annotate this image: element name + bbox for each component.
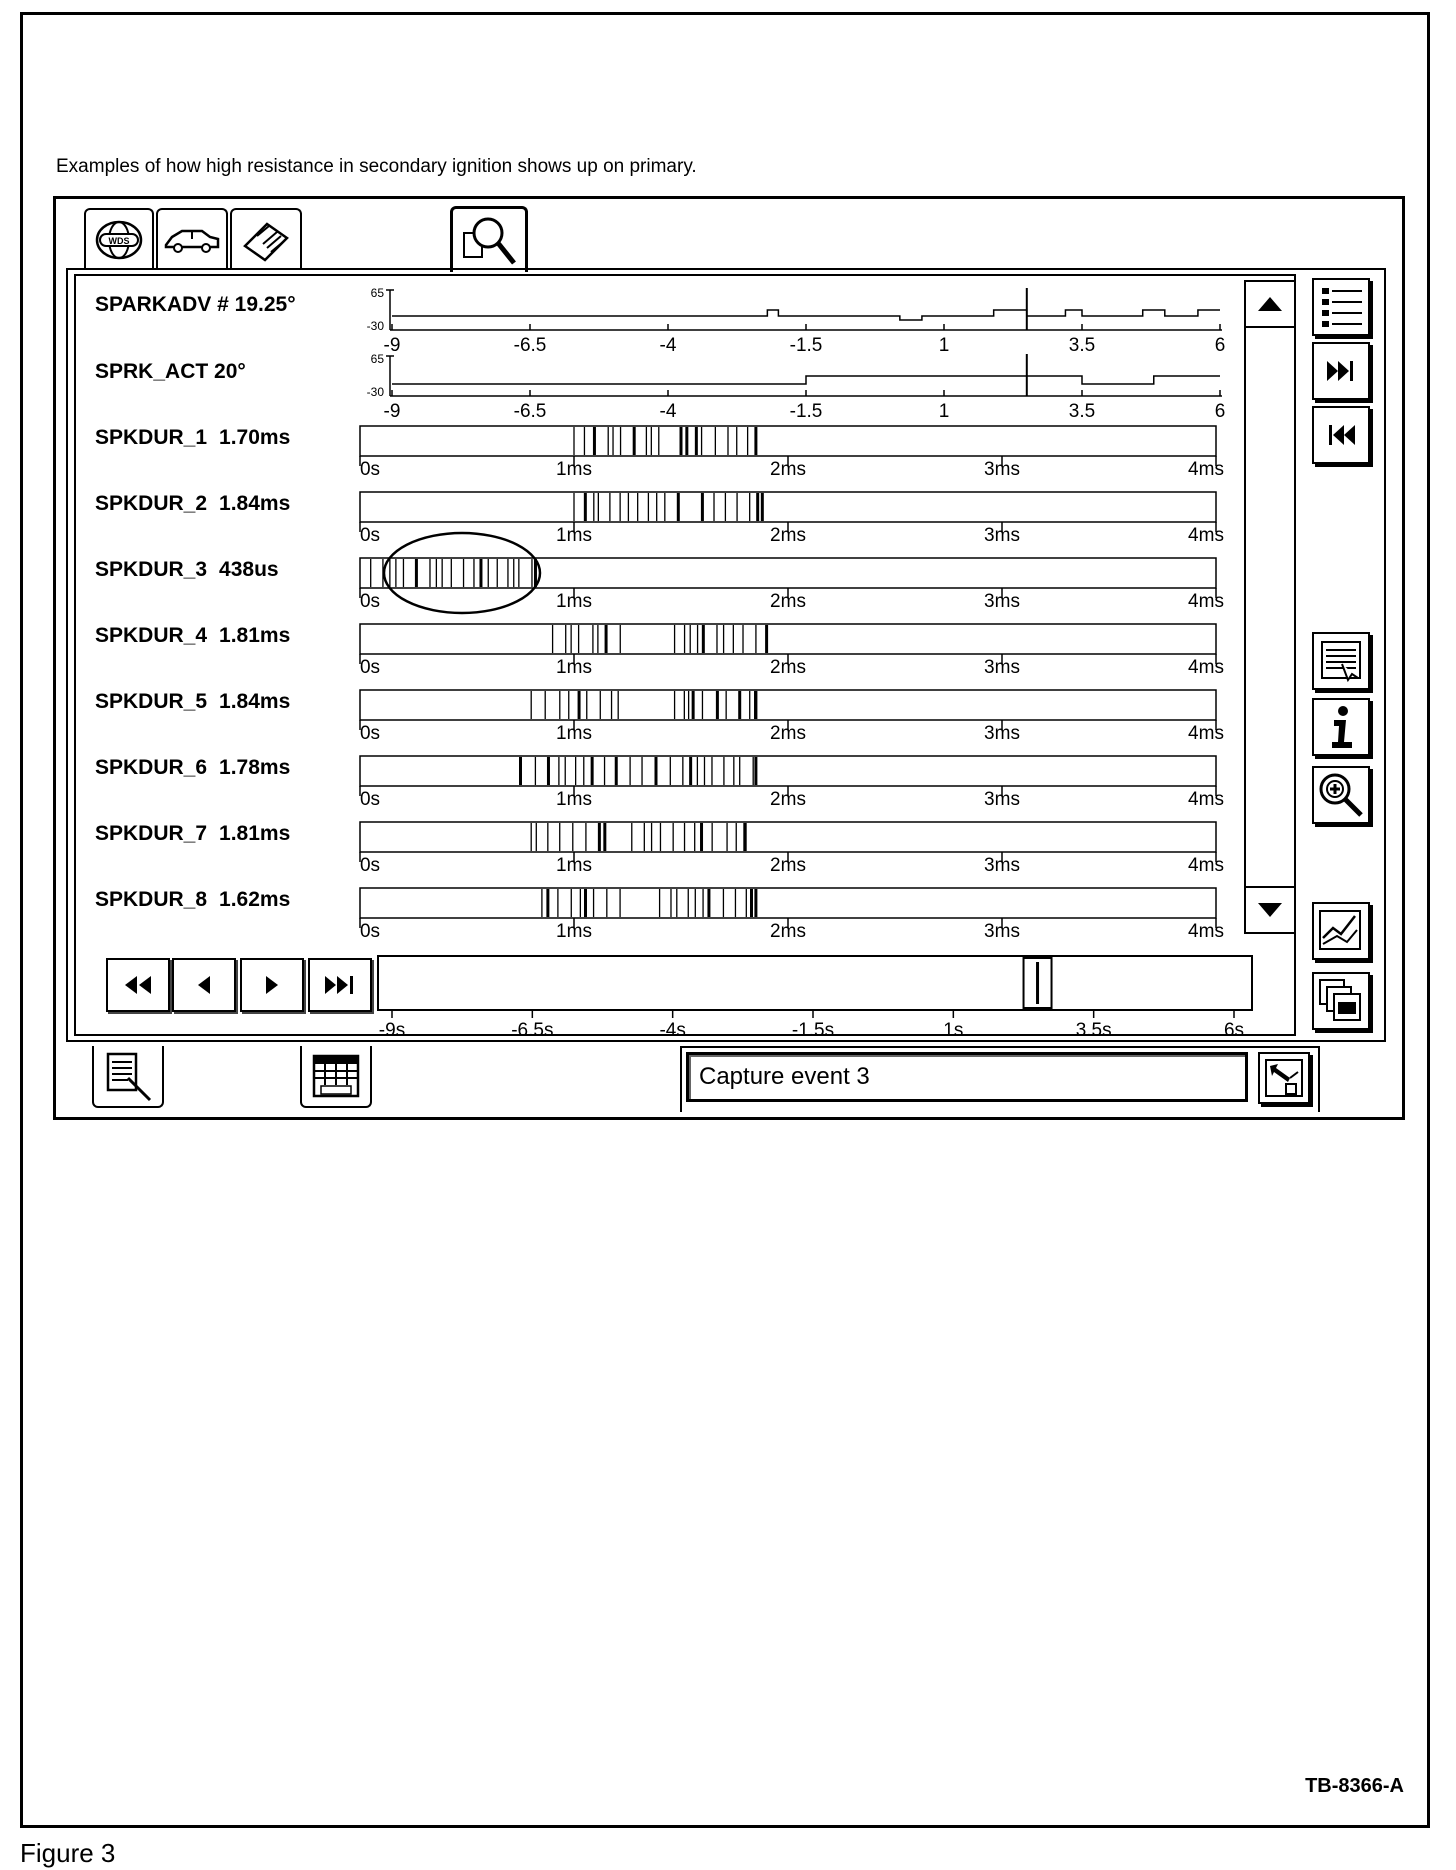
status-message: Capture event 3 <box>686 1052 1248 1102</box>
channel-label: SPKDUR_8 1.62ms <box>95 888 291 911</box>
zoom-in-button[interactable] <box>1312 766 1370 824</box>
skip-back-icon <box>1325 423 1357 447</box>
skip-to-start-button[interactable] <box>1312 406 1370 464</box>
x-tick-label: 0s <box>359 459 381 480</box>
triangle-up-icon <box>1257 296 1283 312</box>
skip-to-end-button[interactable] <box>1312 342 1370 400</box>
x-tick-label: 0s <box>359 657 381 678</box>
y-axis-max-label: 65 <box>370 352 384 366</box>
x-tick-label: 6 <box>1214 401 1226 422</box>
play-back-icon <box>194 974 214 996</box>
x-tick-label: 1ms <box>556 789 592 810</box>
x-tick-label: 1 <box>938 401 950 422</box>
document-pointer-icon <box>102 1050 154 1102</box>
x-tick-label: 1ms <box>556 921 592 942</box>
x-tick-label: 4ms <box>1188 459 1224 480</box>
x-tick-label: -1.5s <box>791 1020 835 1041</box>
x-tick-label: 3.5 <box>1068 401 1096 422</box>
x-tick-label: 3ms <box>984 657 1020 678</box>
channel-label: SPKDUR_1 1.70ms <box>95 426 291 449</box>
fast-forward-icon <box>323 974 357 996</box>
x-tick-label: 3ms <box>984 855 1020 876</box>
spkdur-strip <box>360 888 1216 918</box>
x-tick-label: -9 <box>383 401 401 422</box>
x-tick-label: 0s <box>359 525 381 546</box>
x-tick-label: -4 <box>659 401 677 422</box>
y-axis-min-label: -30 <box>366 385 384 399</box>
fast-forward-button[interactable] <box>308 958 372 1012</box>
x-tick-label: 2ms <box>770 657 806 678</box>
x-tick-label: 4ms <box>1188 789 1224 810</box>
x-tick-label: 0s <box>359 855 381 876</box>
graph-area <box>340 278 1245 1041</box>
info-icon <box>1326 704 1356 750</box>
skip-forward-icon <box>1325 359 1357 383</box>
x-tick-label: 2ms <box>770 789 806 810</box>
pid-select-button[interactable] <box>1312 632 1370 690</box>
x-tick-label: -4s <box>659 1020 686 1041</box>
channel-label: SPKDUR_7 1.81ms <box>95 822 291 845</box>
channel-label: SPKDUR_2 1.84ms <box>95 492 291 515</box>
x-tick-label: -9 <box>383 335 401 356</box>
channel-label: SPKDUR_6 1.78ms <box>95 756 291 779</box>
step-back-button[interactable] <box>172 958 236 1012</box>
toolbox-icon <box>237 216 295 264</box>
x-tick-label: 4ms <box>1188 525 1224 546</box>
x-tick-label: -6.5s <box>511 1020 554 1041</box>
channel-label: SPKDUR_4 1.81ms <box>95 624 291 647</box>
trigger-arrow-icon <box>1264 1058 1304 1098</box>
x-tick-label: 1ms <box>556 723 592 744</box>
tab-wds[interactable] <box>84 208 154 270</box>
sparkadv-trace <box>392 310 1220 320</box>
x-tick-label: 2ms <box>770 591 806 612</box>
rewind-button[interactable] <box>106 958 170 1012</box>
spkdur-strip <box>360 756 1216 786</box>
x-tick-label: 4ms <box>1188 591 1224 612</box>
x-tick-label: 1 <box>938 335 950 356</box>
signal-label-sparkadv: SPARKADV # 19.25° <box>95 293 296 316</box>
info-button[interactable] <box>1312 698 1370 756</box>
multi-window-button[interactable] <box>1312 972 1370 1030</box>
x-tick-label: 2ms <box>770 723 806 744</box>
x-tick-label: 2ms <box>770 921 806 942</box>
data-list-icon <box>1318 638 1364 684</box>
figure-caption: Examples of how high resistance in secondary ignition shows up on primary. <box>56 156 697 177</box>
film-recorder-icon <box>311 1053 361 1099</box>
spkdur-strip <box>360 426 1216 456</box>
x-tick-label: -1.5 <box>789 401 823 422</box>
x-tick-label: 1ms <box>556 855 592 876</box>
y-axis-max-label: 65 <box>370 286 384 300</box>
spkdur-strip <box>360 624 1216 654</box>
sprk-act-trace <box>392 376 1220 384</box>
channel-label: SPKDUR_3 438us <box>95 558 279 581</box>
x-tick-label: 1ms <box>556 657 592 678</box>
tab-recorder[interactable] <box>300 1046 372 1108</box>
capture-button[interactable] <box>1258 1052 1310 1104</box>
x-tick-label: -6.5 <box>513 335 547 356</box>
x-tick-label: 3ms <box>984 525 1020 546</box>
x-tick-label: 0s <box>359 921 381 942</box>
svg-text:WDS: WDS <box>108 236 130 246</box>
spkdur-strip <box>360 822 1216 852</box>
x-tick-label: 0s <box>359 789 381 810</box>
tab-report[interactable] <box>92 1046 164 1108</box>
rewind-icon <box>123 974 153 996</box>
x-tick-label: 1ms <box>556 591 592 612</box>
x-tick-label: -6.5 <box>513 401 547 422</box>
scroll-up-button[interactable] <box>1244 280 1296 328</box>
x-tick-label: 6s <box>1223 1020 1245 1041</box>
channel-label: SPKDUR_5 1.84ms <box>95 690 291 713</box>
x-tick-label: -9s <box>378 1020 406 1041</box>
x-tick-label: 3ms <box>984 921 1020 942</box>
x-tick-label: 6 <box>1214 335 1226 356</box>
x-tick-label: 3ms <box>984 459 1020 480</box>
magnifier-icon <box>458 213 520 269</box>
x-tick-label: 0s <box>359 591 381 612</box>
tab-toolbox[interactable] <box>230 208 302 270</box>
y-axis-min-label: -30 <box>366 319 384 333</box>
spkdur-strip <box>360 492 1216 522</box>
x-tick-label: 1ms <box>556 459 592 480</box>
x-tick-label: 1ms <box>556 525 592 546</box>
x-tick-label: 4ms <box>1188 921 1224 942</box>
x-tick-label: 4ms <box>1188 723 1224 744</box>
signal-label-sprk-act: SPRK_ACT 20° <box>95 360 246 383</box>
x-tick-label: 4ms <box>1188 657 1224 678</box>
step-forward-button[interactable] <box>240 958 304 1012</box>
figure-label: Figure 3 <box>20 1838 116 1868</box>
x-tick-label: 3ms <box>984 789 1020 810</box>
spkdur-strip <box>360 690 1216 720</box>
play-icon <box>262 974 282 996</box>
x-tick-label: 2ms <box>770 855 806 876</box>
tab-data-logger[interactable] <box>450 206 528 272</box>
list-view-button[interactable] <box>1312 278 1370 336</box>
timeline-track <box>378 956 1252 1010</box>
x-tick-label: 4ms <box>1188 855 1224 876</box>
figure-id: TB-8366-A <box>1305 1775 1404 1797</box>
tab-vehicle[interactable] <box>156 208 228 270</box>
x-tick-label: -4 <box>659 335 677 356</box>
x-tick-label: 3.5 <box>1068 335 1096 356</box>
scroll-down-button[interactable] <box>1244 886 1296 934</box>
x-tick-label: 2ms <box>770 459 806 480</box>
list-icon <box>1318 284 1364 330</box>
triangle-down-icon <box>1257 902 1283 918</box>
graph-mode-button[interactable] <box>1312 902 1370 960</box>
car-icon <box>162 225 222 255</box>
stacked-windows-icon <box>1318 978 1364 1024</box>
x-tick-label: 3ms <box>984 591 1020 612</box>
x-tick-label: 2ms <box>770 525 806 546</box>
x-tick-label: 3.5s <box>1075 1020 1112 1041</box>
x-tick-label: 3ms <box>984 723 1020 744</box>
x-tick-label: 0s <box>359 723 381 744</box>
x-tick-label: 1s <box>943 1020 964 1041</box>
x-tick-label: -1.5 <box>789 335 823 356</box>
graph-view-icon <box>1317 908 1365 954</box>
vertical-scrollbar[interactable] <box>1244 280 1296 924</box>
wds-globe-icon <box>92 217 146 263</box>
zoom-in-icon <box>1317 771 1365 819</box>
